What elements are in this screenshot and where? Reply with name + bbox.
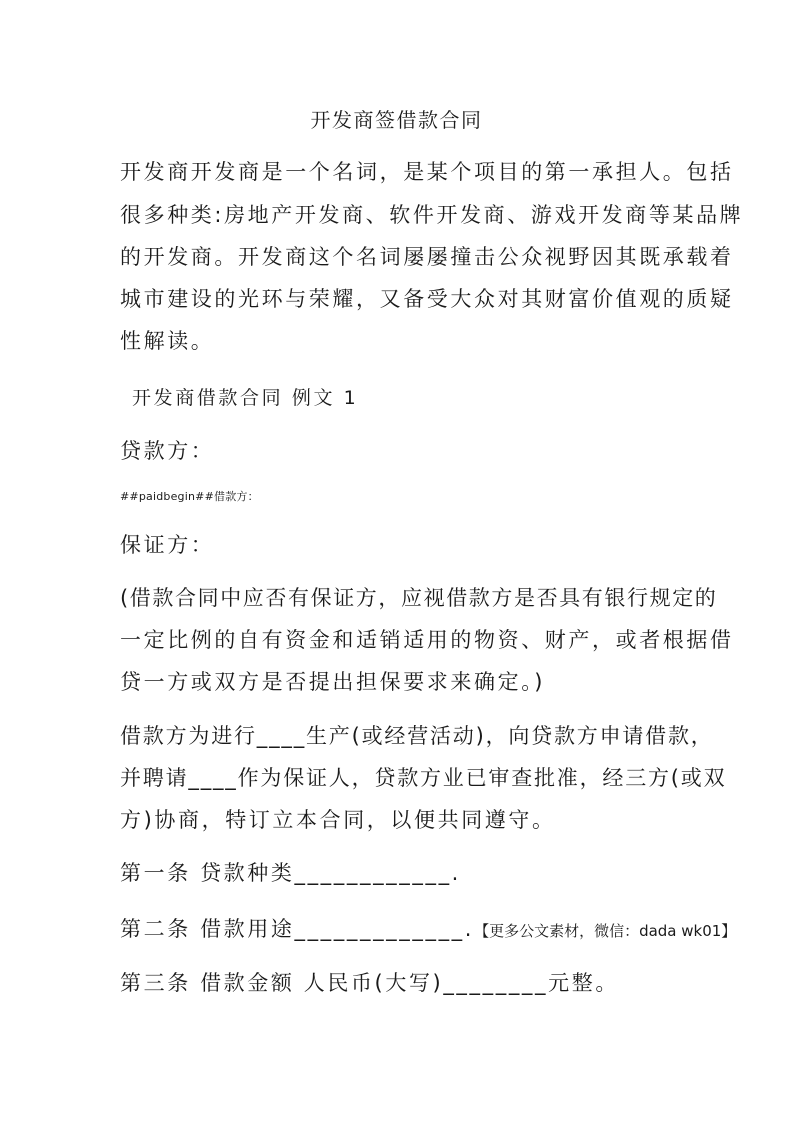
intro-line-1: 开发商开发商是一个名词，是某个项目的第一承担人。包括 (120, 160, 734, 184)
intro-line-3: 的开发商。开发商这个名词屡屡撞击公众视野因其既承载着 (120, 245, 734, 269)
lender-label: 贷款方： (120, 439, 215, 463)
purpose-line-2: 并聘请____作为保证人，贷款方业已审查批准，经三方(或双 (120, 766, 727, 790)
promo-text: 【更多公文素材，微信：dada wk01】 (474, 922, 737, 940)
article-2-text: 第二条 借款用途_____________. (120, 917, 475, 941)
note-line-3: 贷一方或双方是否提出担保要求来确定。) (120, 670, 546, 694)
intro-line-4: 城市建设的光环与荣耀，又备受大众对其财富价值观的质疑 (120, 287, 734, 311)
purpose-line-1: 借款方为进行____生产(或经营活动)，向贷款方申请借款， (120, 724, 714, 748)
article-1: 第一条 贷款种类____________. (120, 861, 461, 885)
document-title: 开发商签借款合同 (310, 108, 483, 132)
note-line-1: (借款合同中应否有保证方，应视借款方是否具有银行规定的 (120, 586, 718, 610)
intro-line-5: 性解读。 (120, 329, 215, 353)
paid-marker: ##paidbegin##借款方： (120, 490, 259, 503)
article-2 (120, 914, 736, 946)
example-heading: 开发商借款合同 例文 1 (132, 387, 359, 409)
purpose-line-3: 方)协商，特订立本合同，以便共同遵守。 (120, 808, 556, 832)
article-3: 第三条 借款金额 人民币(大写)________元整。 (120, 971, 619, 995)
guarantor-label: 保证方： (120, 533, 215, 557)
intro-line-2: 很多种类:房地产开发商、软件开发商、游戏开发商等某品牌 (120, 203, 744, 227)
note-line-2: 一定比例的自有资金和适销适用的物资、财产，或者根据借 (120, 628, 734, 652)
